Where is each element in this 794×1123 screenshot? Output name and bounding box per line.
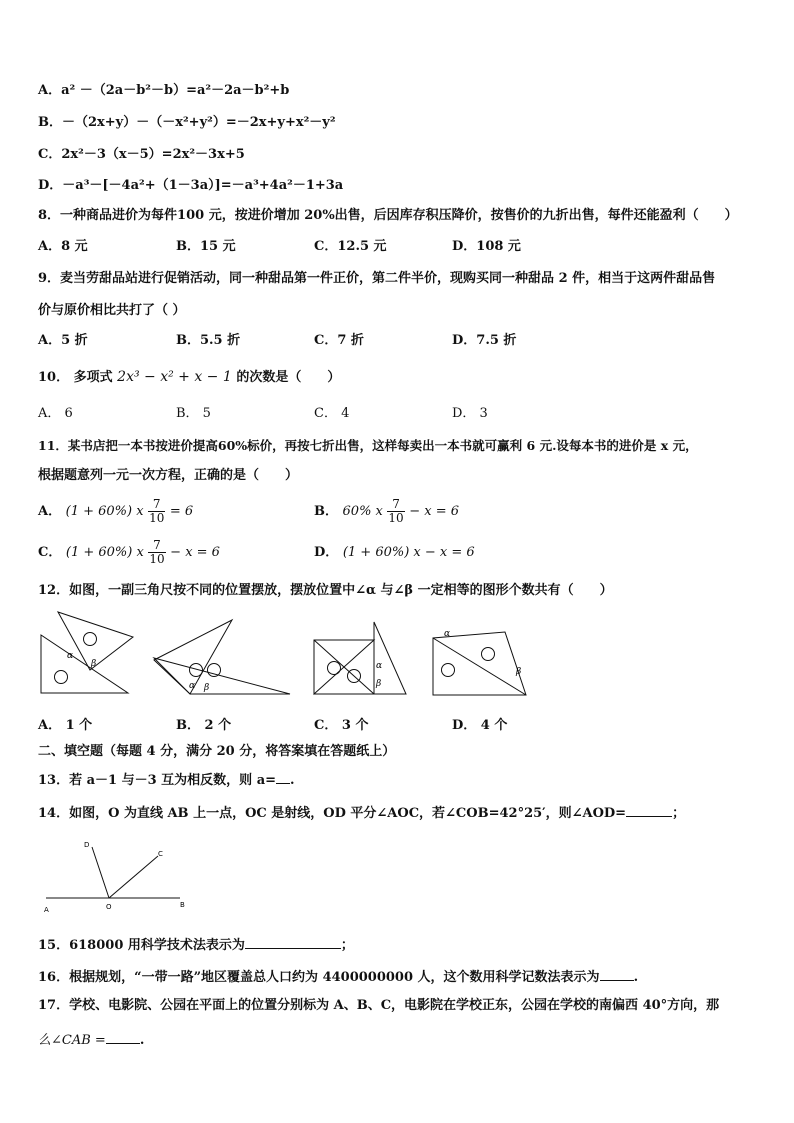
- q15-answer-blank[interactable]: [245, 934, 341, 949]
- ruler-hole: [442, 664, 455, 677]
- q16-suffix: .: [633, 970, 639, 985]
- q11-option-d-label: D．: [314, 545, 339, 560]
- q10-polynomial: 2x³ − x² + x − 1: [117, 369, 232, 385]
- ray-od: [92, 847, 109, 898]
- triangle-ruler: [154, 658, 290, 694]
- ruler-hole: [208, 664, 221, 677]
- q9-question-line2: 价与原价相比共打了（ ）: [38, 303, 186, 318]
- q11-option-c-label: C．: [38, 545, 62, 560]
- point-o-label: O: [106, 903, 112, 911]
- angle-beta-label: β: [204, 683, 210, 693]
- q8-question: 8．一种商品进价为每件100 元，按进价增加 20%出售，后因库存积压降价，按售价的九折出售，每件还能盈利（ ）: [38, 208, 738, 223]
- q8-option-a: A．8 元: [38, 239, 88, 254]
- q11-question-line2: 根据题意列一元一次方程，正确的是（ ）: [38, 468, 299, 483]
- q17-question-line2: [38, 1029, 144, 1050]
- q14-figure: [40, 838, 190, 916]
- q11-option-a-fraction: [148, 498, 165, 525]
- q13-prefix: 13．若 a－1 与－3 互为相反数，则 a=: [38, 773, 277, 788]
- angle-alpha-label: α: [376, 661, 383, 671]
- q7-option-d: D．－a³－[－4a²+（1－3a）]=－a³+4a²－1+3a: [38, 178, 344, 193]
- q12-option-b: B． 2 个: [176, 718, 232, 733]
- point-b-label: B: [180, 901, 185, 909]
- ruler-hole: [55, 671, 68, 684]
- q12-figure-2: [152, 618, 294, 698]
- diagonal-line: [433, 638, 526, 695]
- q11-option-a-right: = 6: [169, 504, 194, 519]
- q9-option-d: D．7.5 折: [452, 333, 517, 348]
- q12-figure-1: [38, 610, 138, 696]
- ruler-hole: [482, 648, 495, 661]
- q8-option-d: D．108 元: [452, 239, 521, 254]
- q14-prefix: 14．如图，O 为直线 AB 上一点，OC 是射线，OD 平分∠AOC，若∠COB=42°25′，则∠AOD=: [38, 806, 627, 821]
- q8-option-b: B．15 元: [176, 239, 236, 254]
- q13-answer-blank[interactable]: [276, 769, 290, 784]
- q11-option-c-right: − x = 6: [170, 545, 220, 560]
- q14-answer-blank[interactable]: [626, 802, 672, 817]
- q12-option-d: D． 4 个: [452, 718, 508, 733]
- q11-option-a: [38, 495, 193, 529]
- q9-option-c: C．7 折: [314, 333, 364, 348]
- q7-option-c: C．2x²－3（x－5）=2x²－3x+5: [38, 147, 245, 162]
- q16-question: [38, 966, 638, 987]
- angle-alpha-label: α: [444, 629, 451, 639]
- q11-option-c: [38, 536, 220, 570]
- q15-question: [38, 934, 354, 955]
- q11-option-c-left: (1 + 60%) x: [65, 545, 144, 560]
- q14-question: [38, 802, 685, 823]
- point-a-label: A: [44, 906, 49, 914]
- q10-question: [38, 368, 340, 387]
- q16-answer-blank[interactable]: [600, 966, 634, 981]
- q17-suffix: .: [139, 1033, 145, 1048]
- q11-option-c-fraction: [148, 539, 165, 566]
- q11-option-b: [314, 495, 459, 529]
- angle-beta-label: β: [376, 679, 382, 689]
- q13-suffix: .: [290, 773, 295, 788]
- q7-option-b: B．－（2x+y）－（－x²+y²）=－2x+y+x²－y²: [38, 115, 336, 130]
- q11-question-line1: 11．某书店把一本书按进价提高60%标价，再按七折出售，这样每卖出一本书就可赢利 6 元.设每本书的进价是 x 元，: [38, 438, 698, 453]
- section-2-heading: 二、填空题（每题 4 分，满分 20 分，将答案填在答题纸上）: [38, 744, 396, 759]
- point-c-label: C: [158, 850, 163, 858]
- q7-option-a: A．a² －（2a－b²－b）=a²－2a－b²+b: [38, 83, 290, 98]
- triangle-ruler: [41, 635, 128, 693]
- angle-alpha-label: α: [67, 651, 74, 661]
- q8-option-c: C．12.5 元: [314, 239, 387, 254]
- q15-prefix: 15．618000 用科学技术法表示为: [38, 938, 245, 953]
- q12-figure-3: [312, 614, 408, 698]
- q10-option-a: A． 6: [38, 406, 73, 421]
- q9-option-a: A．5 折: [38, 333, 88, 348]
- ruler-hole: [328, 662, 341, 675]
- q16-prefix: 16．根据规划，“一带一路”地区覆盖总人口约为 4400000000 人，这个数用科学记数法表示为: [38, 970, 600, 985]
- q12-option-a: A． 1 个: [38, 718, 93, 733]
- q11-option-a-label: A．: [38, 504, 62, 519]
- fraction-denominator: 10: [149, 552, 165, 566]
- q17-answer-blank[interactable]: [106, 1029, 140, 1044]
- angle-alpha-label: α: [189, 681, 196, 691]
- q17-prefix: 么∠CAB =: [38, 1033, 106, 1048]
- fraction-denominator: 10: [388, 511, 404, 525]
- angle-beta-label: β: [516, 667, 522, 677]
- q11-option-b-left: 60% x: [342, 504, 383, 519]
- q17-question-line1: 17．学校、电影院、公园在平面上的位置分别标为 A、B、C，电影院在学校正东，公园在学校的南偏西 40°方向，那: [38, 998, 720, 1013]
- q10-suffix: 的次数是（ ）: [236, 370, 341, 385]
- fraction-numerator: 7: [148, 498, 165, 512]
- q11-option-b-fraction: [387, 498, 404, 525]
- fraction-denominator: 10: [149, 511, 165, 525]
- q10-option-c: C． 4: [314, 406, 350, 421]
- q13-question: [38, 769, 295, 790]
- q9-option-b: B．5.5 折: [176, 333, 241, 348]
- q11-option-a-left: (1 + 60%) x: [65, 504, 144, 519]
- q10-option-d: D． 3: [452, 406, 488, 421]
- q12-figure-4: [430, 626, 530, 698]
- q10-option-b: B． 5: [176, 406, 211, 421]
- q10-prefix: 10． 多项式: [38, 370, 113, 385]
- angle-beta-label: β: [91, 659, 97, 669]
- q9-question-line1: 9．麦当劳甜品站进行促销活动，同一种甜品第一件正价，第二件半价，现购买同一种甜品 2 件，相当于这两件甜品售: [38, 271, 716, 286]
- fraction-numerator: 7: [148, 539, 165, 553]
- ruler-hole: [84, 633, 97, 646]
- point-d-label: D: [84, 841, 90, 849]
- q11-option-b-label: B．: [314, 504, 338, 519]
- fraction-numerator: 7: [387, 498, 404, 512]
- q15-suffix: ；: [340, 938, 354, 953]
- q14-suffix: ；: [672, 806, 686, 821]
- q12-option-c: C． 3 个: [314, 718, 369, 733]
- q11-option-b-right: − x = 6: [409, 504, 460, 519]
- q11-option-d-expr: (1 + 60%) x − x = 6: [342, 545, 475, 560]
- ray-oc: [109, 856, 158, 898]
- q12-question: 12．如图，一副三角尺按不同的位置摆放，摆放位置中∠α 与∠β 一定相等的图形个数共有（ ）: [38, 583, 613, 598]
- q11-option-d: [314, 536, 475, 570]
